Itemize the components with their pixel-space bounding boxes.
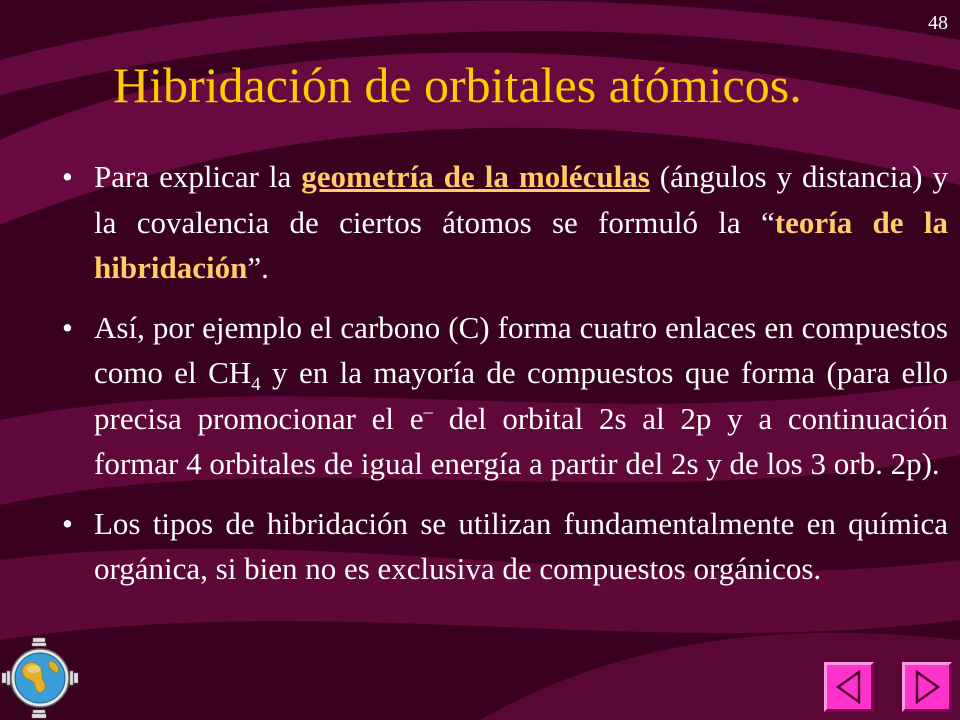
text-run: (ángulos y distancia) y la covalencia de ciertos átomos se formuló la “ xyxy=(94,159,948,240)
page-number: 48 xyxy=(928,12,948,34)
highlight-geometria: geometría de la moléculas xyxy=(301,159,650,194)
next-slide-icon xyxy=(905,665,949,709)
text-run: Los tipos de hibridación se utilizan fundamentalmente en química orgánica, si bien no es exclusiva de compuestos orgánicos. xyxy=(94,505,948,586)
text-run: Para explicar la xyxy=(94,159,302,194)
previous-slide-icon xyxy=(827,665,871,709)
bullet-text xyxy=(94,501,948,592)
bullet-text xyxy=(94,154,948,291)
bullet-marker: • xyxy=(62,505,73,541)
text-run: Así, por ejemplo el carbono (C) forma cuatro enlaces en compuestos como el CH xyxy=(94,309,948,390)
globe-navigation-icon[interactable] xyxy=(0,636,80,720)
slide-title: Hibridación de orbitales atómicos. xyxy=(113,57,802,113)
text-run: ”. xyxy=(247,250,269,285)
bullet-marker: • xyxy=(62,159,73,194)
bullet-text xyxy=(94,305,948,487)
bullet-item-1 xyxy=(62,154,948,291)
bullet-item-2 xyxy=(62,305,948,487)
previous-slide-button[interactable] xyxy=(824,662,874,712)
superscript: – xyxy=(423,401,434,423)
text-run: del orbital 2s al 2p y a continuación formar 4 orbitales de igual energía a partir del 2s y de los 3 orb. 2p). xyxy=(94,400,948,481)
bullet-marker: • xyxy=(62,309,73,345)
text-run: y en la mayoría de compuestos que forma (para ello precisa promocionar el e xyxy=(94,355,948,436)
bullet-list xyxy=(62,154,948,606)
bullet-item-3 xyxy=(62,501,948,592)
subscript: 4 xyxy=(251,374,261,396)
highlight-teoria: teoría de la hibridación xyxy=(94,204,948,285)
next-slide-button[interactable] xyxy=(902,662,952,712)
